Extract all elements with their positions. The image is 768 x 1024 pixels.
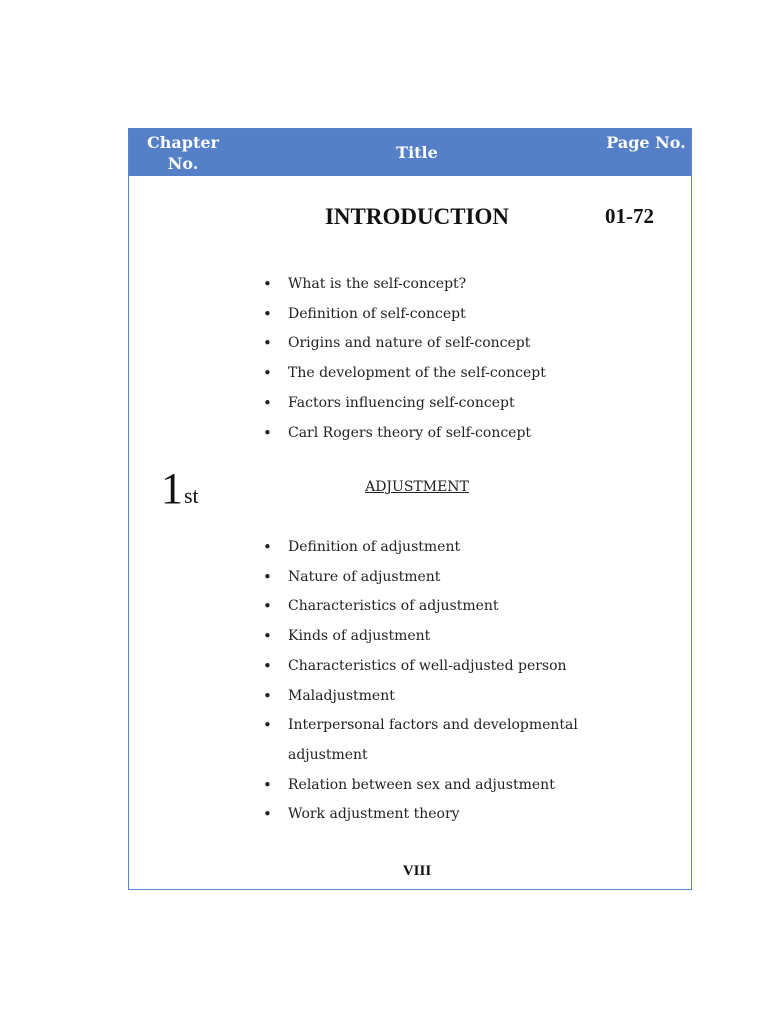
table-header	[129, 129, 691, 176]
list-item: • Factors influencing self-concept	[263, 389, 583, 419]
chapter-number	[161, 463, 199, 514]
list-item: • Definition of self-concept	[263, 300, 583, 330]
list-item: • Kinds of adjustment	[263, 622, 583, 652]
list-item: • Origins and nature of self-concept	[263, 329, 583, 359]
section-heading-adjustment: ADJUSTMENT	[365, 479, 469, 495]
table-of-contents	[128, 128, 692, 890]
list-item: • The development of the self-concept	[263, 359, 583, 389]
chapter-number-suffix: st	[184, 483, 199, 508]
list-item: • Definition of adjustment	[263, 533, 583, 563]
chapter-number-digit: 1	[161, 464, 183, 513]
section-heading-introduction: INTRODUCTION	[324, 204, 510, 229]
title-header: Title	[396, 143, 438, 162]
list-item: • Relation between sex and adjustment	[263, 771, 583, 801]
introduction-topic-list	[263, 270, 583, 448]
page-no-header: Page No.	[606, 133, 686, 152]
chapter-no-header: Chapter No.	[147, 133, 219, 173]
page-range: 01-72	[605, 204, 654, 228]
list-item: • Maladjustment	[263, 682, 583, 712]
list-item: • Interpersonal factors and developmental adjustment	[263, 711, 583, 770]
list-item: • Characteristics of adjustment	[263, 592, 583, 622]
page-number: VIII	[402, 863, 432, 879]
list-item: • Carl Rogers theory of self-concept	[263, 419, 583, 449]
list-item: • What is the self-concept?	[263, 270, 583, 300]
list-item: • Work adjustment theory	[263, 800, 583, 830]
list-item: • Nature of adjustment	[263, 563, 583, 593]
adjustment-topic-list	[263, 533, 583, 830]
list-item: • Characteristics of well-adjusted person	[263, 652, 583, 682]
